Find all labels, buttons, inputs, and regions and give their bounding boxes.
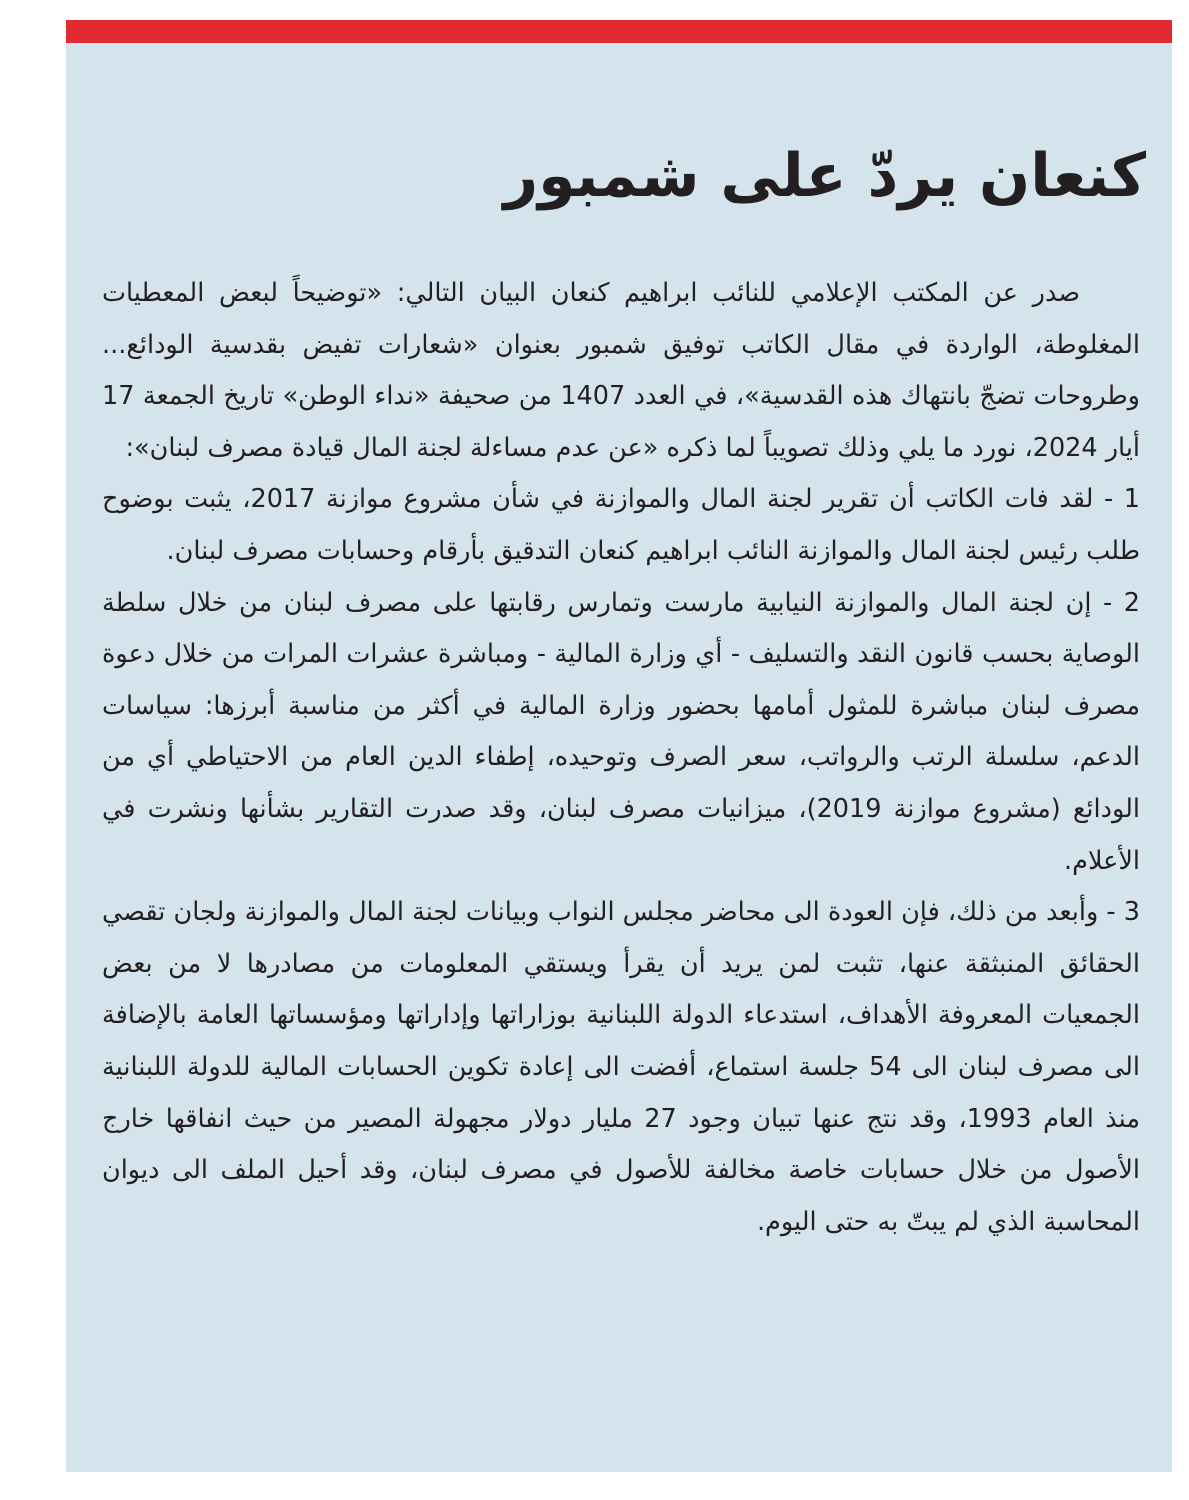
red-accent-bar bbox=[66, 20, 1172, 43]
paragraph-point-2: 2 - إن لجنة المال والموازنة النيابية مارست وتمارس رقابتها على مصرف لبنان من خلال سلطة الوصاية بحسب قانون النقد والتسليف - أي وزارة المالية - ومباشرة عشرات المرات من خلال دعوة مصرف لبنان مباشرة للمثول أمامها بحضور وزارة المالية في أكثر من مناسبة أبرزها: سياسات الدعم، سلسلة الرتب والرواتب، سعر الصرف وتوحيده، إطفاء الدين العام من الاحتياطي أي من الودائع (مشروع موازنة 2019)، ميزانيات مصرف لبنان، وقد صدرت التقارير بشأنها ونشرت في الأعلام. bbox=[102, 587, 1140, 876]
article-body bbox=[102, 268, 1140, 1248]
headline: كنعان يردّ على شمبور bbox=[503, 141, 1146, 211]
paragraph-intro: صدر عن المكتب الإعلامي للنائب ابراهيم كنعان البيان التالي: «توضيحاً لبعض المعطيات المغلوطة، الواردة في مقال الكاتب توفيق شمبور بعنوان «شعارات تفيض بقدسية الودائع... وطروحات تضجّ بانتهاك هذه القدسية»، في العدد 1407 من صحيفة «نداء الوطن» تاريخ الجمعة 17 أيار 2024، نورد ما يلي وذلك تصويباً لما ذكره «عن عدم مساءلة لجنة المال قيادة مصرف لبنان»: bbox=[102, 278, 1140, 463]
paragraph-point-1: 1 - لقد فات الكاتب أن تقرير لجنة المال والموازنة في شأن مشروع موازنة 2017، يثبت بوضوح طلب رئيس لجنة المال والموازنة النائب ابراهيم كنعان التدقيق بأرقام وحسابات مصرف لبنان. bbox=[102, 484, 1140, 566]
paragraph-point-3: 3 - وأبعد من ذلك، فإن العودة الى محاضر مجلس النواب وبيانات لجنة المال والموازنة ولجان تقصي الحقائق المنبثقة عنها، تثبت لمن يريد أن يقرأ ويستقي المعلومات من مصادرها لا من بعض الجمعيات المعروفة الأهداف، استدعاء الدولة اللبنانية بوزاراتها وإداراتها ومؤسساتها العامة بالإضافة الى مصرف لبنان الى 54 جلسة استماع، أفضت الى إعادة تكوين الحسابات المالية للدولة اللبنانية منذ العام 1993، وقد نتج عنها تبيان وجود 27 مليار دولار مجهولة المصير من حيث انفاقها خارج الأصول من خلال حسابات خاصة مخالفة للأصول في مصرف لبنان، وقد أحيل الملف الى ديوان المحاسبة الذي لم يبتّ به حتى اليوم. bbox=[102, 897, 1140, 1237]
article-box bbox=[66, 20, 1172, 1472]
